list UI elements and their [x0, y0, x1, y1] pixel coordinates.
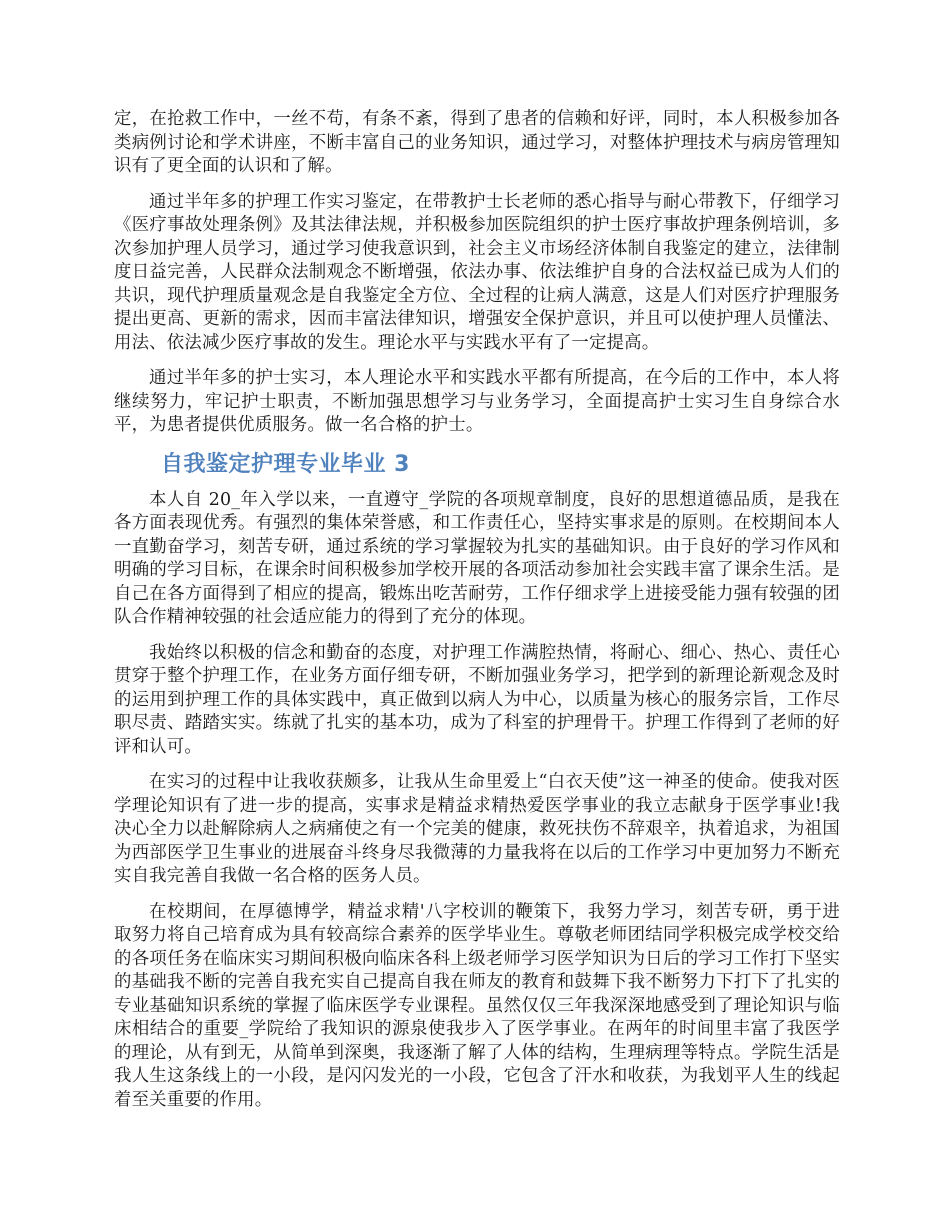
paragraph-practice: 在实习的过程中让我收获颇多，让我从生命里爱上“白衣天使”这一神圣的使命。使我对医学理论知识有了进一步的提高，实事求是精益求精热爱医学事业的我立志献身于医学事业!我决心全力以赴解除病人之病痛使之有一个完美的健康，救死扶伤不辞艰辛，执着追求，为祖国为西部医学卫生事业的进展奋斗终身尽我微薄的力量我将在以后的工作学习中更加努力不断充实自我完善自我做一名合格的医务人员。	[114, 772, 840, 886]
section-heading: 自我鉴定护理专业毕业 3	[161, 451, 410, 477]
document-page	[114, 108, 840, 1124]
paragraph-attitude: 我始终以积极的信念和勤奋的态度，对护理工作满腔热情，将耐心、细心、热心、责任心贯穿于整个护理工作，在业务方面仔细专研，不断加强业务学习，把学到的新理论新观念及时的运用到护理工作的具体实践中，真正做到以病人为中心，以质量为核心的服务宗旨，工作尽职尽责、踏踏实实。练就了扎实的基本功，成为了科室的护理骨干。护理工作得到了老师的好评和认可。	[114, 642, 840, 757]
paragraph-school-period: 在校期间，在厚德博学，精益求精'八字校训的鞭策下，我努力学习，刻苦专研，勇于进取努力将自己培育成为具有较高综合素养的医学毕业生。尊敬老师团结同学积极完成学校交给的各项任务在临床实习期间积极向临床各科上级老师学习医学知识为日后的学习工作打下坚实的基础我不断的完善自我充实自己提高自我在师友的教育和鼓舞下我不断努力下打下了扎实的专业基础知识系统的掌握了临床医学专业课程。虽然仅仅三年我深深地感受到了理论知识与临床相结合的重要_学院给了我知识的源泉使我步入了医学事业。在两年的时间里丰富了我医学的理论，从有到无，从简单到深奥，我逐渐了解了人体的结构，生理病理等特点。学院生活是我人生这条线上的一小段，是闪闪发光的一小段，它包含了汗水和收获，为我划平人生的线起着至关重要的作用。	[114, 901, 840, 1110]
paragraph-continuation: 定，在抢救工作中，一丝不苟，有条不紊，得到了患者的信赖和好评，同时，本人积极参加各类病例讨论和学术讲座，不断丰富自己的业务知识，通过学习，对整体护理技术与病房管理知识有了更全面的认识和了解。	[114, 109, 840, 176]
paragraph-enrollment: 本人自 20_年入学以来，一直遵守_学院的各项规章制度，良好的思想道德品质，是我在各方面表现优秀。有强烈的集体荣誉感，和工作责任心，坚持实事求是的原则。在校期间本人一直勤奋学习，刻苦专研，通过系统的学习掌握较为扎实的基础知识。由于良好的学习作风和明确的学习目标，在课余时间积极参加学校开展的各项活动参加社会实践丰富了课余生活。是自己在各方面得到了相应的提高，锻炼出吃苦耐劳，工作仔细求学上进接受能力强有较强的团队合作精神较强的社会适应能力的得到了充分的体现。	[114, 489, 840, 627]
paragraph-legal-study: 通过半年多的护理工作实习鉴定，在带教护士长老师的悉心指导与耐心带教下，仔细学习《医疗事故处理条例》及其法律法规，并积极参加医院组织的护士医疗事故护理条例培训，多次参加护理人员学习，通过学习使我意识到，社会主义市场经济体制自我鉴定的建立，法律制度日益完善，人民群众法制观念不断增强，依法办事、依法维护自身的合法权益已成为人们的共识，现代护理质量观念是自我鉴定全方位、全过程的让病人满意，这是人们对医疗护理服务提出更高、更新的需求，因而丰富法律知识，增强安全保护意识，并且可以使护理人员懂法、用法、依法减少医疗事故的发生。理论水平与实践水平有了一定提高。	[114, 191, 840, 353]
paragraph-internship-summary: 通过半年多的护士实习，本人理论水平和实践水平都有所提高，在今后的工作中，本人将继续努力，牢记护士职责，不断加强思想学习与业务学习，全面提高护士实习生自身综合水平，为患者提供优质服务。做一名合格的护士。	[114, 368, 840, 435]
